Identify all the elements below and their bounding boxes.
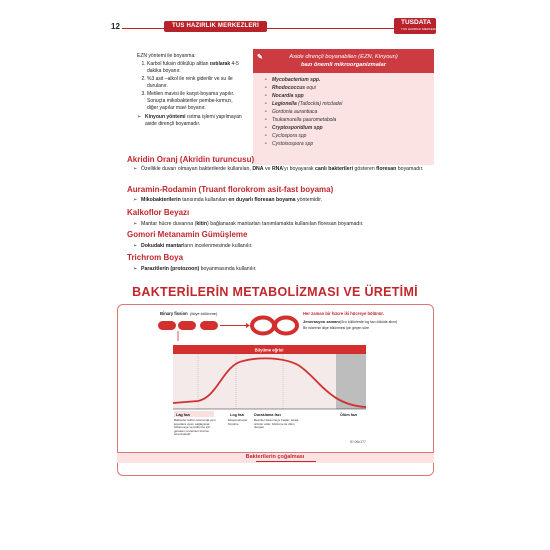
arrow-head [246,323,250,328]
section-title-gomori: Gomori Metanamin Gümüşleme [127,230,248,239]
bacterium-cell [158,321,176,330]
section-text-akridin: ➢ Özellikle duvarı olmayan bakterilerde kullanılan, DNA ve RNA'yı boyayarak canlı bakterileri gösteren floresan boyamadır. [133,166,438,173]
caption-underline [256,461,316,462]
acid-fast-box-title: Aside dirençli boyanabilen (EZN, Kinyoun) bazı önemli mikroorganizmalar [253,49,434,73]
section-text-trichrom: ➢ Parazitlerin (protozoon) boyanmasında kullanılır. [133,266,438,273]
generation-time-sub: (Sıvı kültürlerde log fazı döküde alınır) [340,320,398,324]
ezn-method-column [137,53,244,129]
phase-stationary-desc-box [254,419,304,437]
growth-curve-label: Büyüme eğrisi [254,347,284,353]
section-title-kalkoflor: Kalkoflor Beyazı [127,208,190,217]
phase-lag-label: Lag fazı [176,413,191,417]
pencil-icon: ✎ [257,54,263,61]
binary-fission-sub: (İkiye bölünme) [190,311,218,316]
list-item: • Legionella (Tatlockia) micdadei [265,100,342,108]
list-item: • Nocardia spp [265,92,342,100]
bacterium-cell [178,321,196,330]
ezn-intro: EZN yöntemi ile boyanma: [137,53,196,59]
section-title-trichrom: Trichrom Boya [127,253,184,262]
section-title-auramin: Auramin-Rodamin (Truant florokrom asit-fast boyama) [127,185,334,194]
ezn-steps [137,61,244,112]
list-item: • Tsukamurella paurometabola [265,116,342,124]
list-item: • Rhodococcus equi [265,84,342,92]
ezn-step: 1. Karbol fuksin dökülüp alttan ısıtılarak 4-5 dakika boyanır. [147,61,244,75]
generation-time-sub2: Bir hücrenin ikiye bölünmesi için geçen süre [303,326,369,330]
phase-log-desc-box [228,419,254,433]
section-text-kalkoflor: ➢ Mantar hücre duvarına (kitin) bağlanarak mantarları tanımlamakta kullanılan floresan boyamadır. [133,221,438,228]
publisher-logo-subtext: TUS HAZIRLIK MERKEZLERİ [401,27,442,31]
ezn-step: 3. Metilen mavisi ile karşıt-boyama yapılır. Sonuçta mikobakteriler pembe-kırmızı, diğer yapılar mavi boyanır. [147,91,244,112]
section-title-akridin: Akridin Oranj (Akridin turuncusu) [127,155,255,164]
list-item: • Mycobacterium spp. [265,76,342,84]
bacterium-cell [252,318,274,334]
section-text-gomori: ➢ Dokudaki mantarların incelenmesinde kullanılır. [133,243,438,250]
header-section-tab: TUS HAZIRLIK MERKEZLERİ [164,21,267,32]
growth-curve-figure [118,305,435,453]
bacterium-cell [275,318,297,334]
list-item: • Cystoisospora spp [265,140,342,148]
chapter-title: BAKTERİLERİN METABOLİZMASI VE ÜRETİMİ [132,285,418,299]
binary-fission-label: Binary fission [160,311,188,316]
phase-log-desc: Eksponansiyel büyüme [228,419,248,426]
fission-note: Her zaman bir hücre iki hücreye bölünür. [303,311,384,316]
phase-log-label: Log fazı [230,413,245,417]
list-item: • Gordonia aurantiaca [265,108,342,116]
acid-fast-organisms-list [265,76,342,148]
list-item: • Cryptosporidium spp [265,124,342,132]
generation-time-title: Jenerasyon zamanı [303,319,340,324]
bacterial-growth-diagram [117,304,434,476]
ezn-step: 2. %3 asit –alkol ile renk giderilir ve su ile durulanır. [147,76,244,90]
phase-lag-desc-box [174,419,222,449]
page-number: 12 [111,22,120,31]
publisher-logo-text: TUSDATA [401,19,432,26]
phase-stationary-desc: Besinler tükenmeye başlar, toksik ürünler artar; bölünme ile ölüm dengeli [254,419,299,430]
bacterium-cell [200,321,218,330]
binary-fission-cells [158,318,297,334]
section-text-auramin: ➢ Mikobakterilerin tanısında kullanılan en duyarlı floresan boyama yöntemidir. [133,197,438,204]
list-item: • Cyclospora spp [265,132,342,140]
phase-death-label: Ölüm fazı [340,413,358,417]
phase-lag-desc: Bakteriler kültür ortamında yeni koşullara uyum sağlayarak bölünmeye ve bölünme için gereken proteinleri üretme sürecindedir. [174,419,216,437]
phase-stationary-label: Duraklama fazı [254,413,281,417]
diagram-caption: Bakterilerin çoğalması [245,454,305,460]
kinyoun-note: ➢ Kinyoun yöntemi ısıtma işlemi yapılmayan aside dirençli boyamadır. [137,114,244,128]
figure-source: ID 06c177 [350,440,366,444]
